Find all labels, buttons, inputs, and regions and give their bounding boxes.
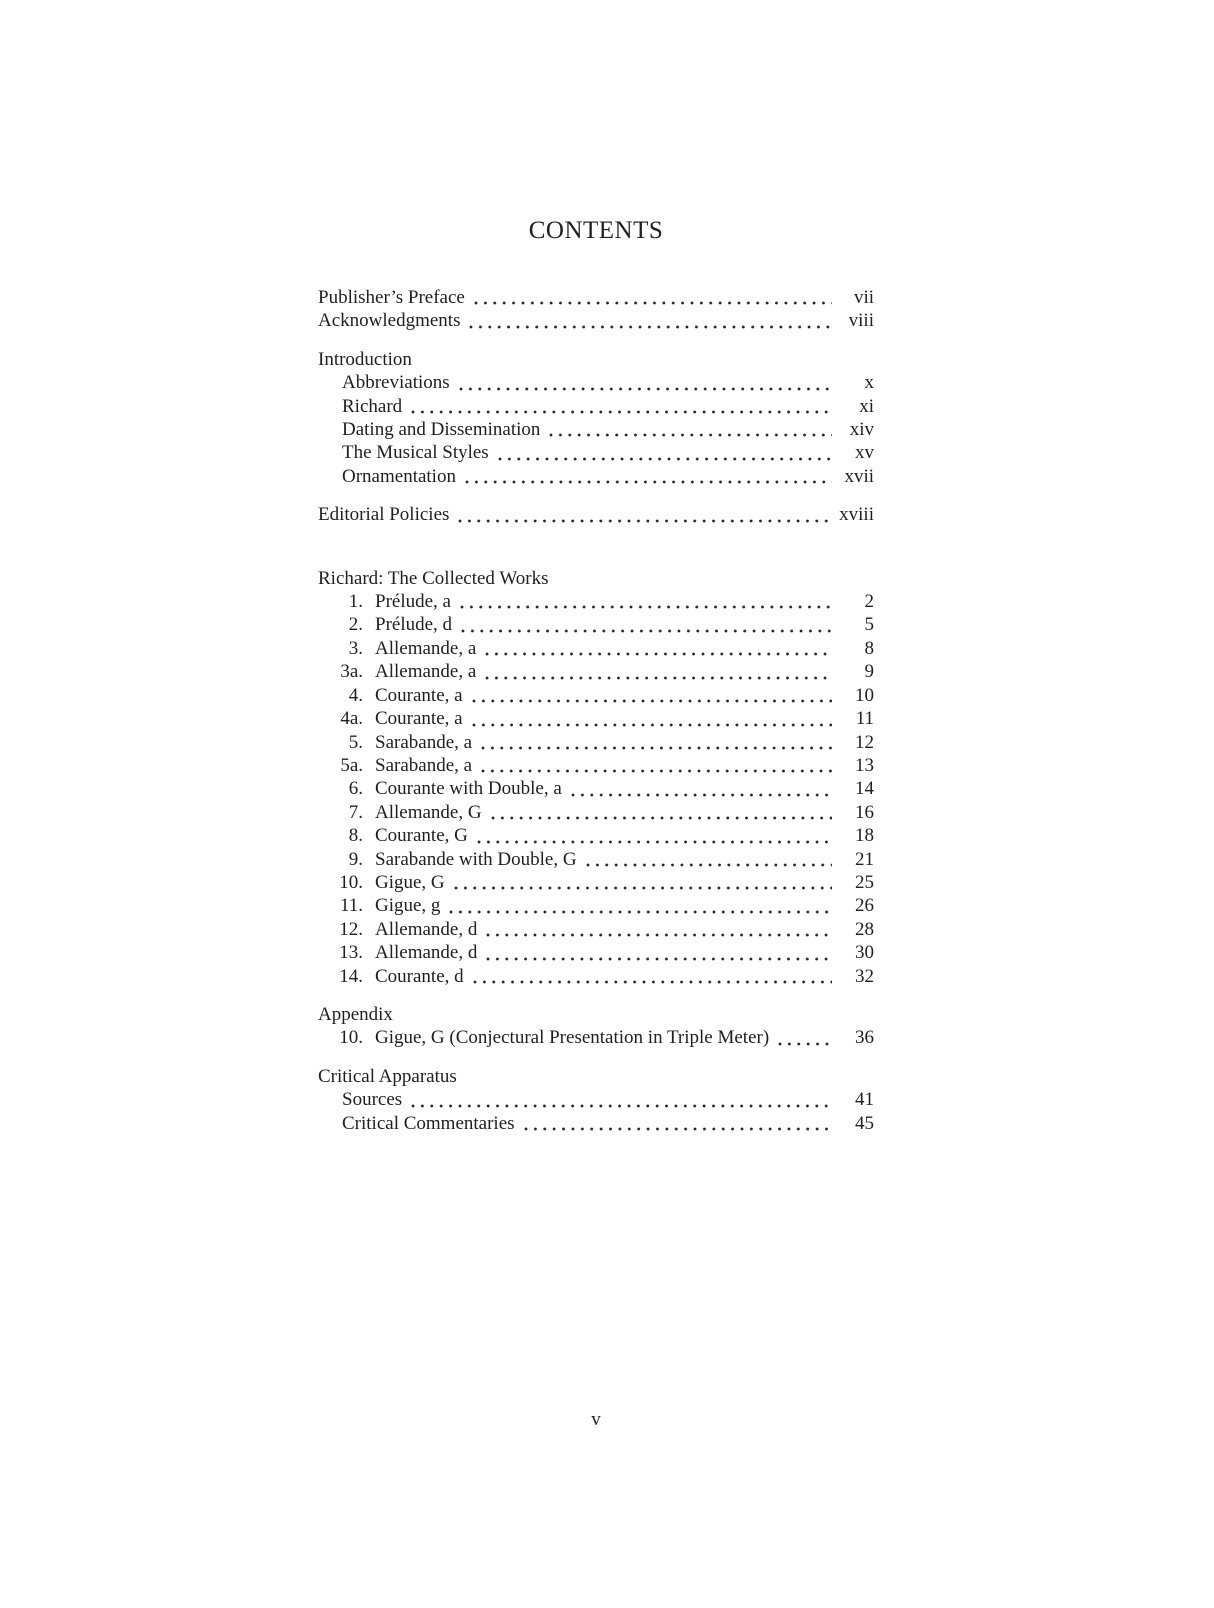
entry-number: 10. [339,871,363,893]
entry-label: Ornamentation [342,465,456,487]
section-heading: Richard: The Collected Works [318,567,549,589]
entry-page: 11 [855,708,874,730]
entry-page: 21 [855,848,874,870]
entry-number: 14. [339,965,363,987]
toc-entry [318,777,874,800]
toc-entry [318,731,874,754]
toc-entry [318,286,874,309]
toc-entry [318,918,874,941]
dot-leader [469,325,832,329]
toc-entry [318,1112,874,1135]
entry-number: 13. [339,942,363,964]
toc-entry [318,801,874,824]
toc-entry [318,590,874,613]
entry-page: 45 [855,1112,874,1134]
dot-leader [458,519,831,523]
entry-page: 25 [855,871,874,893]
dot-leader [485,676,832,680]
entry-label: Allemande, d [375,942,478,964]
entry-page: 10 [855,684,874,706]
dot-leader [473,980,832,984]
dot-leader [486,957,832,961]
dot-leader [485,652,832,656]
toc-entry [318,418,874,441]
dot-leader [586,863,832,867]
entry-page: 8 [864,637,874,659]
entry-label: Gigue, G (Conjectural Presentation in Triple Meter) [375,1027,770,1049]
toc-section-introduction [318,348,874,488]
dot-leader [461,629,832,633]
entry-page: xi [859,395,874,417]
entry-number: 4a. [340,708,363,730]
toc-content [318,216,874,1135]
toc-entry [318,684,874,707]
toc-section-frontmatter [318,286,874,333]
toc-entry [318,941,874,964]
entry-page: 32 [855,965,874,987]
dot-leader [491,816,832,820]
entry-page: 14 [855,778,874,800]
entry-page: x [864,372,874,394]
dot-leader [498,457,832,461]
dot-leader [549,433,832,437]
toc-entry [318,707,874,730]
toc-section-editorial-policies [318,503,874,526]
entry-label: Critical Commentaries [342,1112,515,1134]
toc-entry [318,848,874,871]
entry-label: Acknowledgments [318,310,461,332]
dot-leader [460,605,832,609]
dot-leader [459,387,832,391]
entry-label: Courante with Double, a [375,778,562,800]
entry-label: Allemande, a [375,661,477,683]
dot-leader [524,1127,832,1131]
entry-number: 5. [348,731,363,753]
entry-label: Richard [342,395,403,417]
toc-entry [318,871,874,894]
entry-label: Allemande, d [375,918,478,940]
toc-entry [318,503,874,526]
entry-page: 41 [855,1089,874,1111]
entry-page: xv [855,442,874,464]
toc-section-appendix [318,1003,874,1050]
entry-label: Sarabande, a [375,731,473,753]
toc-entry [318,637,874,660]
entry-label: Sources [342,1089,403,1111]
entry-number: 11. [339,895,363,917]
entry-number: 1. [348,591,363,613]
entry-page: xvii [844,465,874,487]
entry-label: Sarabande with Double, G [375,848,577,870]
entry-number: 5a. [340,754,363,776]
entry-page: 28 [855,918,874,940]
entry-label: Courante, G [375,825,468,847]
entry-page: 9 [864,661,874,683]
entry-page: viii [848,310,874,332]
dot-leader [474,301,832,305]
toc-section-collected-works [318,567,874,988]
dot-leader [481,746,832,750]
entry-page: 2 [864,591,874,613]
toc-entry [318,965,874,988]
dot-leader [571,793,832,797]
toc-entry [318,660,874,683]
entry-label: Editorial Policies [318,504,450,526]
entry-number: 6. [348,778,363,800]
dot-leader [472,723,832,727]
dot-leader [481,769,832,773]
toc-entry [318,824,874,847]
entry-page: 26 [855,895,874,917]
entry-number: 3a. [340,661,363,683]
entry-page: xiv [849,419,874,441]
entry-number: 12. [339,918,363,940]
dot-leader [449,910,832,914]
entry-number: 10. [339,1027,363,1049]
toc-entry [318,894,874,917]
dot-leader [465,480,832,484]
entry-page: 12 [855,731,874,753]
section-heading: Appendix [318,1003,393,1025]
toc-entry [318,395,874,418]
dot-leader [477,840,832,844]
toc-section-critical-apparatus [318,1065,874,1135]
entry-number: 2. [348,614,363,636]
dot-leader [486,933,832,937]
entry-page: xviii [839,504,874,526]
entry-label: Allemande, a [375,637,477,659]
dot-leader [472,699,832,703]
toc-entry [318,441,874,464]
folio-page-number: v [591,1409,601,1430]
entry-label: The Musical Styles [342,442,489,464]
section-heading: Critical Apparatus [318,1065,457,1087]
entry-label: Courante, d [375,965,464,987]
entry-page: 36 [855,1027,874,1049]
entry-label: Gigue, g [375,895,441,917]
entry-page: 18 [855,825,874,847]
entry-page: 13 [855,754,874,776]
entry-page: 16 [855,801,874,823]
toc-entry [318,465,874,488]
page-title: CONTENTS [528,217,664,244]
entry-label: Publisher’s Preface [318,287,465,308]
entry-number: 4. [348,684,363,706]
entry-page: 30 [855,942,874,964]
entry-label: Gigue, G [375,871,445,893]
entry-label: Sarabande, a [375,754,473,776]
entry-label: Prélude, a [375,591,451,613]
toc-entry [318,1026,874,1049]
toc-entry [318,613,874,636]
dot-leader [454,886,832,890]
dot-leader [411,410,832,414]
entry-label: Abbreviations [342,372,450,394]
entry-label: Allemande, G [375,801,482,823]
entry-page: vii [853,287,874,308]
toc-entry [318,1088,874,1111]
toc-entry [318,309,874,332]
toc-entry [318,371,874,394]
toc-entry [318,754,874,777]
dot-leader [778,1042,832,1046]
entry-number: 8. [348,825,363,847]
entry-number: 7. [348,801,363,823]
entry-label: Courante, a [375,708,463,730]
entry-number: 9. [348,848,363,870]
entry-label: Prélude, d [375,614,453,636]
entry-label: Dating and Dissemination [342,419,541,441]
dot-leader [411,1104,832,1108]
entry-page: 5 [864,614,874,636]
entry-number: 3. [348,637,363,659]
section-heading: Introduction [318,348,412,370]
entry-label: Courante, a [375,684,463,706]
